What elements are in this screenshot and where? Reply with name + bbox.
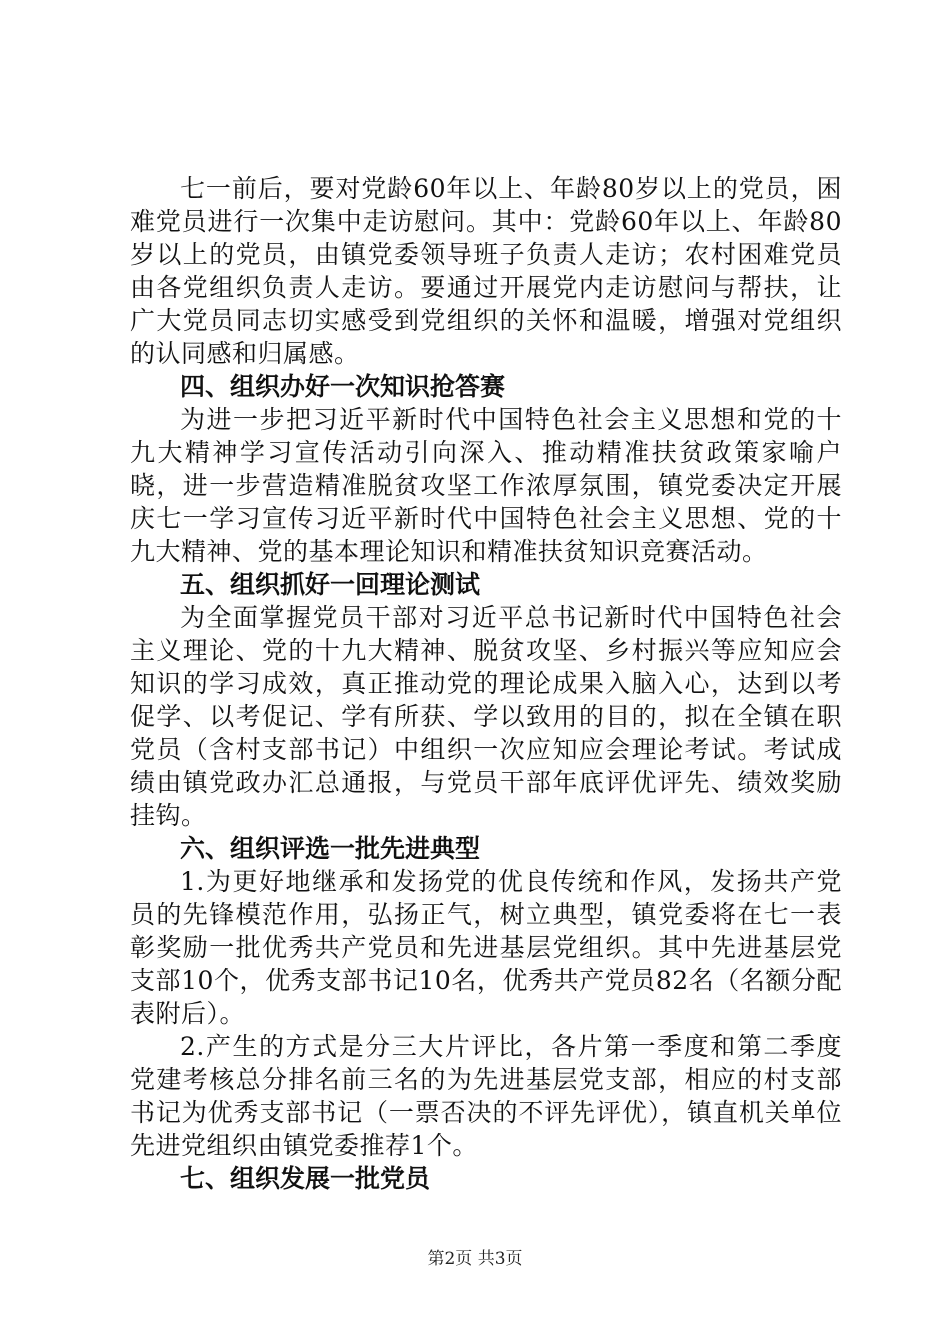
heading-quiz: 四、组织办好一次知识抢答赛: [180, 372, 506, 401]
paragraph-theory-test: 为全面掌握党员干部对习近平总书记新时代中国特色社会主义理论、党的十九大精神、脱贫攻坚、乡村振兴等应知应会知识的学习成效，真正推动党的理论成果入脑入心，达到以考促学、以考促记、学有所获、学以致用的目的，拟在全镇在职党员（含村支部书记）中组织一次应知应会理论考试。考试成绩由镇党政办汇总通报，与党员干部年底评优评先、绩效奖励挂钩。: [130, 603, 842, 830]
paragraph-visit: 七一前后，要对党龄60年以上、年龄80岁以上的党员，困难党员进行一次集中走访慰问。其中：党龄60年以上、年龄80岁以上的党员，由镇党委领导班子负责人走访；农村困难党员由各党组织负责人走访。要通过开展党内走访慰问与帮扶，让广大党员同志切实感受到党组织的关怀和温暖，增强对党组织的认同感和归属感。: [130, 174, 842, 368]
heading-select-models: 六、组织评选一批先进典型: [180, 834, 481, 863]
paragraph-select-models-2: 2.产生的方式是分三大片评比，各片第一季度和第二季度党建考核总分排名前三名的为先进基层党支部，相应的村支部书记为优秀支部书记（一票否决的不评先评优），镇直机关单位先进党组织由镇党委推荐1个。: [130, 1032, 842, 1160]
paragraph-select-models-1: 1.为更好地继承和发扬党的优良传统和作风，发扬共产党员的先锋模范作用，弘扬正气，树立典型，镇党委将在七一表彰奖励一批优秀共产党员和先进基层党组织。其中先进基层党支部10个，优秀支部书记10名，优秀共产党员82名（名额分配表附后）。: [130, 867, 842, 1028]
heading-develop-members: 七、组织发展一批党员: [180, 1164, 431, 1193]
page-footer: 第2页 共3页: [427, 1249, 523, 1269]
heading-theory-test: 五、组织抓好一回理论测试: [180, 570, 481, 599]
document-body: [130, 172, 842, 1195]
paragraph-quiz: 为进一步把习近平新时代中国特色社会主义思想和党的十九大精神学习宣传活动引向深入、推动精准扶贫政策家喻户晓，进一步营造精准脱贫攻坚工作浓厚氛围，镇党委决定开展庆七一学习宣传习近平新时代中国特色社会主义思想、党的十九大精神、党的基本理论知识和精准扶贫知识竞赛活动。: [130, 405, 842, 566]
